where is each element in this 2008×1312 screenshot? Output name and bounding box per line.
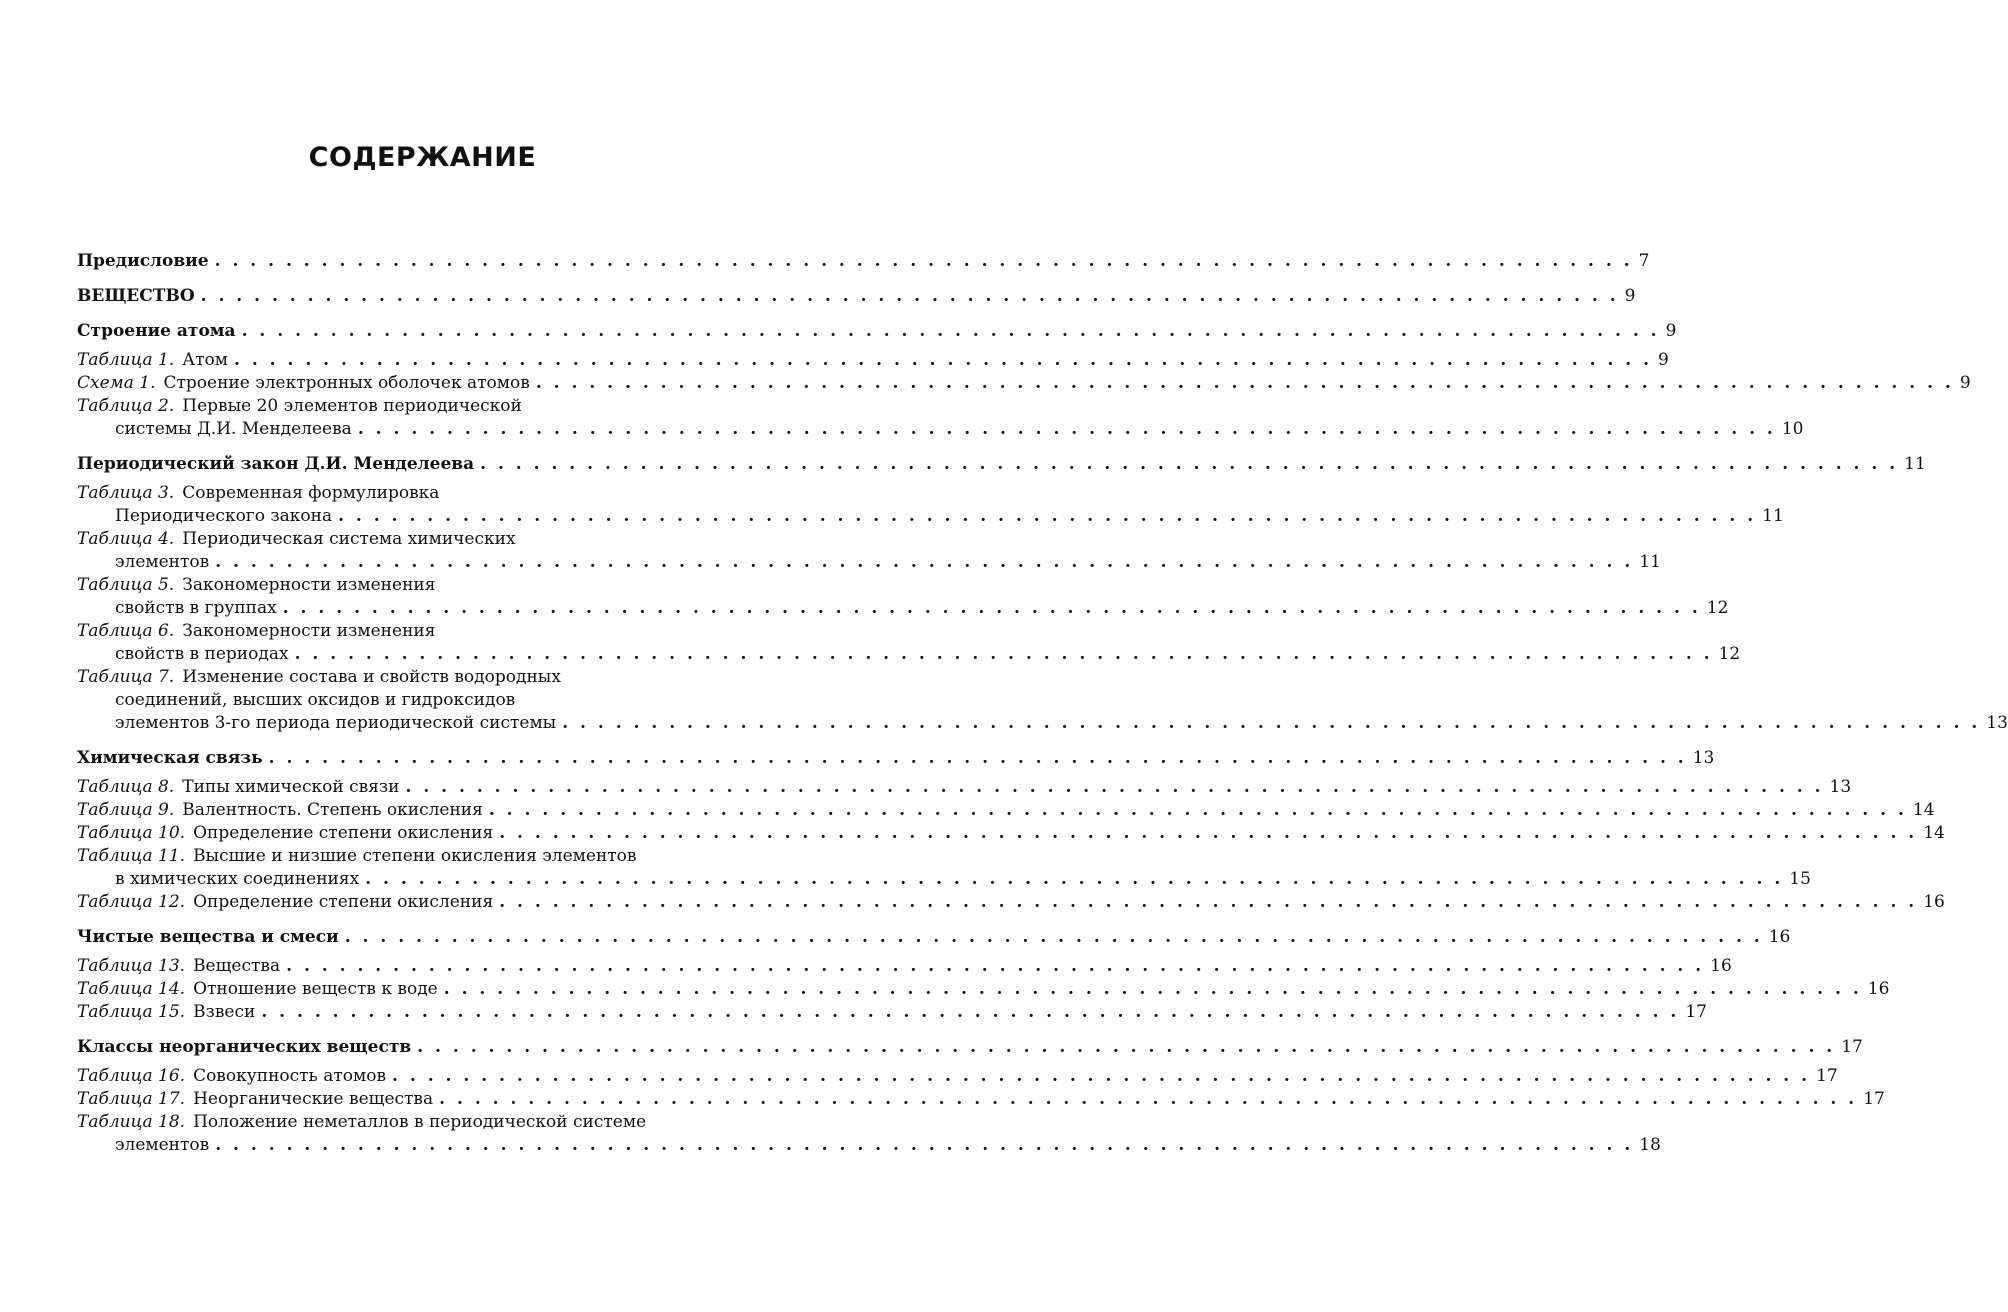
page-number: 16 — [1867, 979, 1890, 999]
page-number: 11 — [1762, 506, 1784, 526]
toc-entry-text: Положение неметаллов в периодической системе — [193, 1112, 647, 1132]
dot-leader: . . . . . . . . . . . . . . . . . . . . . . . . . . . . . . . . . . . . . . . . . . . . . . . . . . . . . . . . . . . . . . . . . . . . . . . . . . . . . . . . — [261, 1002, 1680, 1022]
page-number: 9 — [1959, 373, 1971, 393]
entry-label: Таблица 12. — [77, 892, 186, 912]
toc-entry[interactable] — [77, 574, 1729, 620]
dot-leader: . . . . . . . . . . . . . . . . . . . . . . . . . . . . . . . . . . . . . . . . . . . . . . . . . . . . . . . . . . . . . . . . . . . . . . . . . . . . . . . . — [286, 956, 1705, 976]
toc-entry-text: элементов — [115, 552, 210, 572]
toc-entry[interactable] — [77, 799, 1935, 822]
entry-label: Таблица 9. — [77, 800, 175, 820]
toc-entry-text: Периодического закона — [115, 506, 333, 526]
toc-entry-text: Вещества — [193, 956, 281, 976]
dot-leader: . . . . . . . . . . . . . . . . . . . . . . . . . . . . . . . . . . . . . . . . . . . . . . . . . . . . . . . . . . . . . . . . . . . . . . . . . . . . . . . . — [480, 454, 1899, 474]
page-number: 17 — [1816, 1066, 1838, 1086]
toc-entry-text: Совокупность атомов — [193, 1066, 387, 1086]
toc-section-bond — [77, 747, 1945, 914]
dot-leader: . . . . . . . . . . . . . . . . . . . . . . . . . . . . . . . . . . . . . . . . . . . . . . . . . . . . . . . . . . . . . . . . . . . . . . . . . . . . . . . . — [357, 419, 1776, 439]
entry-label: Таблица 11. — [77, 846, 186, 866]
toc-section-classes — [77, 1036, 1885, 1157]
toc-section-preface — [77, 250, 1650, 273]
dot-leader: . . . . . . . . . . . . . . . . . . . . . . . . . . . . . . . . . . . . . . . . . . . . . . . . . . . . . . . . . . . . . . . . . . . . . . . . . . . . . . . . — [392, 1066, 1811, 1086]
toc-entry[interactable] — [77, 349, 1669, 372]
toc-entry-atom[interactable] — [77, 320, 1677, 343]
toc-entry[interactable] — [77, 395, 1804, 441]
page-number: 11 — [1639, 552, 1661, 572]
dot-leader: . . . . . . . . . . . . . . . . . . . . . . . . . . . . . . . . . . . . . . . . . . . . . . . . . . . . . . . . . . . . . . . . . . . . . . . . . . . . . . . . — [200, 286, 1619, 306]
dot-leader: . . . . . . . . . . . . . . . . . . . . . . . . . . . . . . . . . . . . . . . . . . . . . . . . . . . . . . . . . . . . . . . . . . . . . . . . . . . . . . . . — [562, 713, 1981, 733]
toc-section-periodic — [77, 453, 2008, 735]
toc-entry[interactable] — [77, 1001, 1707, 1024]
dot-leader: . . . . . . . . . . . . . . . . . . . . . . . . . . . . . . . . . . . . . . . . . . . . . . . . . . . . . . . . . . . . . . . . . . . . . . . . . . . . . . . . — [417, 1037, 1836, 1057]
toc-entry[interactable] — [77, 776, 1852, 799]
toc-entry-text: Определение степени окисления — [193, 823, 494, 843]
toc-entry-text: Закономерности изменения — [182, 621, 436, 641]
page-number: 12 — [1718, 644, 1741, 664]
page-number: 11 — [1904, 454, 1926, 474]
table-of-contents — [77, 250, 2008, 1157]
page-number: 10 — [1781, 419, 1804, 439]
toc-entry-text: свойств в группах — [115, 598, 277, 618]
dot-leader: . . . . . . . . . . . . . . . . . . . . . . . . . . . . . . . . . . . . . . . . . . . . . . . . . . . . . . . . . . . . . . . . . . . . . . . . . . . . . . . . — [234, 350, 1653, 370]
entry-label: Таблица 10. — [77, 823, 186, 843]
entry-label: Таблица 7. — [77, 667, 175, 687]
dot-leader: . . . . . . . . . . . . . . . . . . . . . . . . . . . . . . . . . . . . . . . . . . . . . . . . . . . . . . . . . . . . . . . . . . . . . . . . . . . . . . . . — [488, 800, 1907, 820]
toc-entry[interactable] — [77, 482, 1784, 528]
toc-entry[interactable] — [77, 978, 1890, 1001]
toc-entry-text: Отношение веществ к воде — [193, 979, 438, 999]
toc-entry-text: свойств в периодах — [115, 644, 289, 664]
toc-entry-text: элементов 3-го периода периодической системы — [115, 713, 557, 733]
entry-label: Таблица 14. — [77, 979, 186, 999]
dot-leader: . . . . . . . . . . . . . . . . . . . . . . . . . . . . . . . . . . . . . . . . . . . . . . . . . . . . . . . . . . . . . . . . . . . . . . . . . . . . . . . . — [365, 869, 1784, 889]
entry-label: Таблица 3. — [77, 483, 175, 503]
dot-leader: . . . . . . . . . . . . . . . . . . . . . . . . . . . . . . . . . . . . . . . . . . . . . . . . . . . . . . . . . . . . . . . . . . . . . . . . . . . . . . . . — [499, 823, 1918, 843]
toc-entry-text: Закономерности изменения — [182, 575, 436, 595]
toc-section-substance — [77, 285, 1636, 308]
toc-entry-text: Современная формулировка — [182, 483, 440, 503]
entry-label: Таблица 4. — [77, 529, 175, 549]
dot-leader: . . . . . . . . . . . . . . . . . . . . . . . . . . . . . . . . . . . . . . . . . . . . . . . . . . . . . . . . . . . . . . . . . . . . . . . . . . . . . . . . — [499, 892, 1918, 912]
toc-entry-text: Атом — [182, 350, 228, 370]
toc-entry-substance[interactable] — [77, 285, 1636, 308]
dot-leader: . . . . . . . . . . . . . . . . . . . . . . . . . . . . . . . . . . . . . . . . . . . . . . . . . . . . . . . . . . . . . . . . . . . . . . . . . . . . . . . . — [282, 598, 1701, 618]
dot-leader: . . . . . . . . . . . . . . . . . . . . . . . . . . . . . . . . . . . . . . . . . . . . . . . . . . . . . . . . . . . . . . . . . . . . . . . . . . . . . . . . — [215, 1135, 1634, 1155]
toc-entry-text: Первые 20 элементов периодической — [182, 396, 522, 416]
toc-entry[interactable] — [77, 845, 1811, 891]
toc-entry-periodic[interactable] — [77, 453, 1926, 476]
toc-entry-text: Взвеси — [193, 1002, 256, 1022]
toc-entry-text: Типы химической связи — [182, 777, 400, 797]
page-number: 7 — [1638, 251, 1650, 271]
toc-entry[interactable] — [77, 528, 1661, 574]
dot-leader: . . . . . . . . . . . . . . . . . . . . . . . . . . . . . . . . . . . . . . . . . . . . . . . . . . . . . . . . . . . . . . . . . . . . . . . . . . . . . . . . — [443, 979, 1862, 999]
page-number: 9 — [1665, 321, 1677, 341]
page-number: 18 — [1639, 1135, 1661, 1155]
dot-leader: . . . . . . . . . . . . . . . . . . . . . . . . . . . . . . . . . . . . . . . . . . . . . . . . . . . . . . . . . . . . . . . . . . . . . . . . . . . . . . . . — [405, 777, 1824, 797]
page-number: 14 — [1912, 800, 1935, 820]
toc-entry-text: Периодическая система химических — [182, 529, 516, 549]
toc-entry-text: Изменение состава и свойств водородных — [182, 667, 561, 687]
dot-leader: . . . . . . . . . . . . . . . . . . . . . . . . . . . . . . . . . . . . . . . . . . . . . . . . . . . . . . . . . . . . . . . . . . . . . . . . . . . . . . . . — [215, 552, 1634, 572]
entry-label: Таблица 8. — [77, 777, 175, 797]
toc-entry[interactable] — [77, 1111, 1661, 1157]
toc-entry-text: Неорганические вещества — [193, 1089, 434, 1109]
toc-entry-text: системы Д.И. Менделеева — [115, 419, 352, 439]
toc-entry[interactable] — [77, 1088, 1885, 1111]
page-number: 9 — [1658, 350, 1669, 370]
toc-entry-text: соединений, высших оксидов и гидроксидов — [115, 690, 516, 710]
page-number: 13 — [1986, 713, 2008, 733]
toc-entry-pure[interactable] — [77, 926, 1791, 949]
toc-entry-text: Периодический закон Д.И. Менделеева — [77, 454, 475, 474]
entry-label: Таблица 1. — [77, 350, 175, 370]
page-number: 16 — [1710, 956, 1732, 976]
page-number: 12 — [1706, 598, 1729, 618]
toc-entry-text: элементов — [115, 1135, 210, 1155]
toc-entry-bond[interactable] — [77, 747, 1715, 770]
entry-label: Таблица 17. — [77, 1089, 186, 1109]
toc-entry-text: ВЕЩЕСТВО — [77, 286, 195, 306]
entry-label: Таблица 13. — [77, 956, 186, 976]
dot-leader: . . . . . . . . . . . . . . . . . . . . . . . . . . . . . . . . . . . . . . . . . . . . . . . . . . . . . . . . . . . . . . . . . . . . . . . . . . . . . . . . — [214, 251, 1633, 271]
toc-entry-text: Высшие и низшие степени окисления элементов — [193, 846, 637, 866]
page-number: 17 — [1685, 1002, 1707, 1022]
toc-entry-text: Валентность. Степень окисления — [182, 800, 483, 820]
dot-leader: . . . . . . . . . . . . . . . . . . . . . . . . . . . . . . . . . . . . . . . . . . . . . . . . . . . . . . . . . . . . . . . . . . . . . . . . . . . . . . . . — [294, 644, 1713, 664]
entry-label: Таблица 15. — [77, 1002, 186, 1022]
dot-leader: . . . . . . . . . . . . . . . . . . . . . . . . . . . . . . . . . . . . . . . . . . . . . . . . . . . . . . . . . . . . . . . . . . . . . . . . . . . . . . . . — [344, 927, 1763, 947]
toc-entry-text: Определение степени окисления — [193, 892, 494, 912]
entry-label: Таблица 18. — [77, 1112, 186, 1132]
toc-entry-text: Классы неорганических веществ — [77, 1037, 412, 1057]
page-number: 15 — [1789, 869, 1811, 889]
toc-entry[interactable] — [77, 372, 1971, 395]
page-number: 16 — [1923, 892, 1945, 912]
page-number: 9 — [1624, 286, 1636, 306]
dot-leader: . . . . . . . . . . . . . . . . . . . . . . . . . . . . . . . . . . . . . . . . . . . . . . . . . . . . . . . . . . . . . . . . . . . . . . . . . . . . . . . . — [439, 1089, 1858, 1109]
page-title: СОДЕРЖАНИЕ — [308, 142, 537, 173]
toc-entry[interactable] — [77, 891, 1945, 914]
dot-leader: . . . . . . . . . . . . . . . . . . . . . . . . . . . . . . . . . . . . . . . . . . . . . . . . . . . . . . . . . . . . . . . . . . . . . . . . . . . . . . . . — [241, 321, 1660, 341]
page-number: 16 — [1768, 927, 1791, 947]
entry-label: Таблица 2. — [77, 396, 175, 416]
toc-entry[interactable] — [77, 1065, 1838, 1088]
toc-entry[interactable] — [77, 620, 1741, 666]
page-number: 13 — [1829, 777, 1852, 797]
page-number: 13 — [1692, 748, 1715, 768]
dot-leader: . . . . . . . . . . . . . . . . . . . . . . . . . . . . . . . . . . . . . . . . . . . . . . . . . . . . . . . . . . . . . . . . . . . . . . . . . . . . . . . . — [338, 506, 1757, 526]
toc-entry-text: Строение электронных оболочек атомов — [163, 373, 530, 393]
dot-leader: . . . . . . . . . . . . . . . . . . . . . . . . . . . . . . . . . . . . . . . . . . . . . . . . . . . . . . . . . . . . . . . . . . . . . . . . . . . . . . . . — [535, 373, 1954, 393]
toc-entry[interactable] — [77, 666, 2008, 735]
toc-entry-text: Строение атома — [77, 321, 236, 341]
toc-entry-text: в химических соединениях — [115, 869, 360, 889]
entry-label: Таблица 6. — [77, 621, 175, 641]
toc-entry[interactable] — [77, 955, 1732, 978]
toc-entry-classes[interactable] — [77, 1036, 1863, 1059]
entry-label: Таблица 5. — [77, 575, 175, 595]
page-number: 17 — [1841, 1037, 1863, 1057]
page-number: 14 — [1923, 823, 1945, 843]
entry-label: Таблица 16. — [77, 1066, 186, 1086]
toc-section-atom — [77, 320, 1971, 441]
toc-entry[interactable] — [77, 822, 1945, 845]
toc-entry-text: Чистые вещества и смеси — [77, 927, 339, 947]
page-number: 17 — [1863, 1089, 1885, 1109]
toc-entry-text: Предисловие — [77, 251, 209, 271]
toc-section-pure — [77, 926, 1890, 1024]
toc-entry-preface[interactable] — [77, 250, 1650, 273]
entry-label: Схема 1. — [77, 373, 156, 393]
toc-entry-text: Химическая связь — [77, 748, 263, 768]
dot-leader: . . . . . . . . . . . . . . . . . . . . . . . . . . . . . . . . . . . . . . . . . . . . . . . . . . . . . . . . . . . . . . . . . . . . . . . . . . . . . . . . — [268, 748, 1687, 768]
